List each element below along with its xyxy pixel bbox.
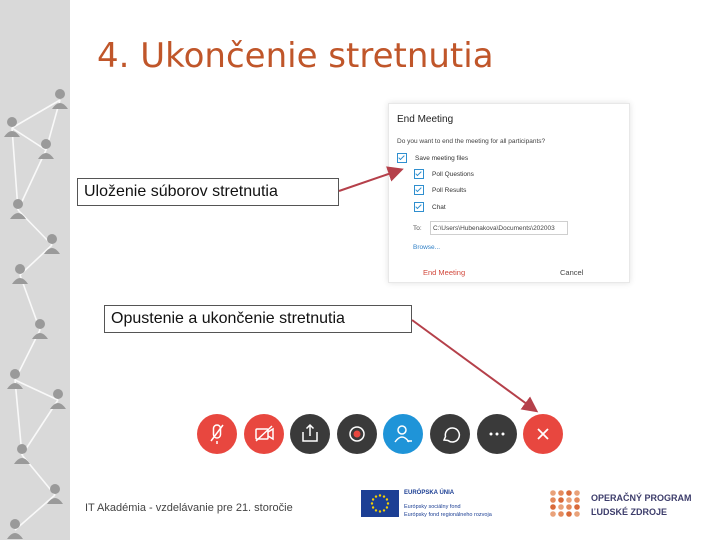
eu-star xyxy=(379,510,381,512)
participants-button[interactable] xyxy=(383,414,423,454)
participants-icon xyxy=(383,414,423,454)
op-dot xyxy=(550,490,556,496)
record-icon xyxy=(337,414,377,454)
video-button[interactable] xyxy=(244,414,284,454)
video-muted-icon xyxy=(244,414,284,454)
save-path-label: To: xyxy=(413,225,422,232)
eu-star xyxy=(372,506,374,508)
end-meeting-button[interactable]: End Meeting xyxy=(423,268,466,277)
callout-leave-meeting: Opustenie a ukončenie stretnutia xyxy=(104,305,412,333)
eu-logo-fund-1: Európsky sociálny fond xyxy=(404,504,461,510)
eu-star xyxy=(371,502,373,504)
arrow-to-save-checkbox xyxy=(339,170,400,191)
op-dot xyxy=(566,490,572,496)
eu-star xyxy=(383,495,385,497)
arrow-to-leave-button xyxy=(412,320,535,410)
browse-link[interactable]: Browse... xyxy=(413,244,441,251)
op-dot xyxy=(574,511,580,517)
checkbox-label: Chat xyxy=(432,203,446,211)
share-icon xyxy=(290,414,330,454)
leave-icon xyxy=(523,414,563,454)
op-dot xyxy=(558,504,564,510)
op-dot xyxy=(566,497,572,503)
op-dot xyxy=(558,490,564,496)
op-logo-line2: ĽUDSKÉ ZDROJE xyxy=(591,507,668,517)
eu-star xyxy=(375,509,377,511)
save-path-input[interactable]: C:\Users\Hubenakova\Documents\202003 xyxy=(430,221,568,235)
op-dot xyxy=(558,497,564,503)
eu-flag-logo xyxy=(361,490,399,517)
more-options-button[interactable] xyxy=(477,414,517,454)
record-button[interactable] xyxy=(337,414,377,454)
share-button[interactable] xyxy=(290,414,330,454)
eu-logo-fund-2: Európsky fond regionálneho rozvoja xyxy=(404,512,492,518)
op-dot xyxy=(550,497,556,503)
op-dots-logo xyxy=(549,489,589,519)
eu-star xyxy=(375,495,377,497)
slide-title: 4. Ukončenie stretnutia xyxy=(97,36,494,76)
dialog-question: Do you want to end the meeting for all participants? xyxy=(397,138,546,145)
eu-star xyxy=(387,502,389,504)
chat-button[interactable] xyxy=(430,414,470,454)
checkbox-label: Save meeting files xyxy=(415,154,469,162)
chat-icon xyxy=(430,414,470,454)
eu-star xyxy=(386,506,388,508)
checkbox-label: Poll Questions xyxy=(432,170,474,178)
op-dot xyxy=(558,511,564,517)
eu-star xyxy=(372,498,374,500)
dialog-title: End Meeting xyxy=(397,114,454,125)
op-dot xyxy=(574,504,580,510)
eu-star xyxy=(386,498,388,500)
eu-stars-icon xyxy=(361,490,399,517)
eu-logo-title: EURÓPSKA ÚNIA xyxy=(404,490,455,496)
checkbox-label: Poll Results xyxy=(432,186,467,194)
footer-text: IT Akadémia - vzdelávanie pre 21. storočie xyxy=(85,502,293,514)
microphone-muted-icon xyxy=(197,414,237,454)
op-dot xyxy=(574,490,580,496)
op-dot xyxy=(550,511,556,517)
more-icon xyxy=(477,414,517,454)
op-logo-line1: OPERAČNÝ PROGRAM xyxy=(591,493,692,503)
leave-meeting-button[interactable] xyxy=(523,414,563,454)
op-dot xyxy=(566,511,572,517)
eu-star xyxy=(383,509,385,511)
callout-save-files: Uloženie súborov stretnutia xyxy=(77,178,339,206)
op-dot xyxy=(550,504,556,510)
op-dot xyxy=(566,504,572,510)
cancel-button[interactable]: Cancel xyxy=(560,268,584,277)
eu-star xyxy=(379,494,381,496)
mute-button[interactable] xyxy=(197,414,237,454)
op-dot xyxy=(574,497,580,503)
